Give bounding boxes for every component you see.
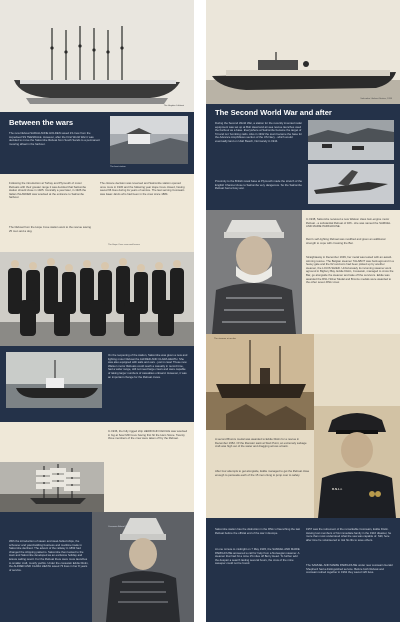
- end-of-war-section: [206, 518, 400, 622]
- rnli-label: R.N.L.I.: [332, 487, 343, 491]
- closure-paragraph: The lifeboat from the Hope Cove station went to the rescue saving 25 men and a dog.: [9, 225, 91, 233]
- alfred-clara-photo: [6, 352, 102, 408]
- following-paragraph: Following the introduction at Torbay and Plymouth of motor lifeboats with their greater range it was decided that Salcombe station should close in 1925. Ironically a year later, in 1926 the Italian ISLANDER was wrecked at the entrance to Salcombe harbour.: [9, 181, 87, 200]
- steel-section: [0, 512, 194, 622]
- steel-paragraph: With the introduction of steam and steel-hulled ships, the schooner and yawl-building business and maritime trade in Salcombe declined. The advent of the railway in 1893 had changed the shipping patterns. Salcombe then looked to the town and Salcombe developed as an exclusive holiday and leisure sailing resort. For the lifeboat there were more launches to smaller craft, mostly yachts. Under the coxswain Eddie Distin, the ALFRED AND CLARA HEATH saved 73 lives in her 8 years of service.: [9, 539, 89, 572]
- right-panel: [206, 0, 400, 622]
- closure-section: [0, 174, 194, 252]
- retirement-paragraph: 1957 saw the retirement of the remarkable Coxswain, Eddie Distin. Having lost members of his immediate family in the 1916 disaster, he more than most understood what the sea was capable of. Still, here after time he volunteered to risk his life to save others.: [306, 527, 392, 542]
- ww2-paragraph: During the Second World War, a station for the recently invented radar equipment was set up at Bolt Head and air-sea rescue launches used the harbour as a base. Everywhere at Salcombe became the target of 'hit and run' bombing raids. Also in 1942 the town became the base for the Advance Amphibious section of the US Navy - which would eventually land on Utah Beach, Normandy in 1944.: [215, 121, 303, 143]
- left-panel: [0, 0, 194, 622]
- bronze-paragraph: A second Bronze medal was awarded to Eddie Distin for a rescue in December 1952. Of the liberator sank at Start Point, an extremely salvage craft was high out of the water and dragging across a bank.: [215, 437, 307, 449]
- station-photo: [110, 116, 188, 164]
- intro-paragraph: The new lifeboat SARAH ANNE HOLDEN saved 23 crew from the torpedoed SS TEESDALE. However, after the First World War it was decided to move the Salcombe lifeboat from South Sands to a permanent mooring afloat in the harbour.: [9, 131, 100, 146]
- intro-section: [0, 112, 194, 174]
- longest-paragraph: Salcombe station has the distinction in the RNLI of launching the last lifeboat before the official end of the war in Europe.: [215, 527, 301, 535]
- talabot-paragraph: Straightaway in December 1939, her metal was tested with an award-winning rescue. The Belgian steamer TALABOT was hard-aground in a heavy gale and the 62 survivors had been picked up by another steamer, the LOUIS SHIED. Unfortunately its incoming steamer went aground in Bigbury Bay. Eddie Distin, Coxswain, managed to cross the Bar, go alongside the steamer and take off the survivors. Eddie was awarded the RNLI Silver Medal and Bronze medals were awarded to the other seven RNLI crew.: [306, 255, 394, 285]
- ww2-section: [206, 104, 400, 210]
- midnight-paragraph: At one minute to midnight on 7 May 1945, the SAMUEL AND MARIE PARKHOUSE answered a call for help from a Norwegian steamer. A steamer that had hit a mine 15 miles off Berry Head. To further add the despair a search lasting several hours, the crew of the mine sweeper could not be found.: [215, 547, 300, 566]
- herzogin-paragraph: In 1936, the fully rigged ship HERZOGIN CECILIE was wrecked in fog at Soar Mill Cove having first hit the Ham Stone. Twenty three members of the crew were taken off by the lifeboat.: [108, 429, 188, 441]
- bronze-section: [206, 334, 400, 518]
- coxswain-caption: Coxswain Edwin Distin: [108, 526, 131, 528]
- section-title-right: The Second World War and after: [215, 108, 332, 117]
- ambassador-paragraph: The SAMUEL AND MARIE PARKHOUSE under new coxswain Gerald Shepherd had a distinguished service. Before both lifeboat and coxswain retired together in 1962 they saved 126 lives.: [306, 563, 393, 575]
- plymouth-paragraph: Proximity to the British naval base at Plymouth made the stretch of the English Channel close to Salcombe very dangerous. So the Salcombe lifeboat had a busy war.: [215, 179, 303, 191]
- reopening-paragraph: On the reopening of the station, Salcombe was given a new and lighting motor lifeboat the ALFRED AND CLARA HEATH. She was also equipped with sails and oars - just in case! These new Watson motor lifeboats could reach a casualty in record time, had a wider range, still not need large crews and were capable of taking larger numbers of casualties onboard. However, it was an important change for the lifeboat crews.: [108, 353, 188, 379]
- section-title: Between the wars: [9, 118, 74, 127]
- safety-paragraph: Rein's self-righting lifeboat was modified and given an additional strength to cope with crossing the Bar.: [306, 237, 386, 245]
- aircraft-photo: [308, 164, 394, 204]
- lifeboat-caption: The Hayden Lifeboat: [163, 105, 184, 108]
- station-caption: The boat station: [110, 166, 126, 168]
- herzogin-section: [0, 422, 194, 512]
- steamer-caption: The steamer at anchor: [214, 338, 237, 340]
- reopening-section: [0, 346, 194, 422]
- crew-photo: [0, 244, 194, 346]
- station-1939-photo: [206, 0, 400, 104]
- after-paragraph: After four attempts to get alongside, Eddie managed to get the lifeboat close enough to persuade each of the 15 men clung to jump over to safety.: [215, 469, 310, 477]
- steamer-photo: [206, 334, 314, 430]
- lifeboat-photo: [0, 0, 194, 112]
- rnli-coxswain-photo: [314, 406, 400, 518]
- parkhouse-section: [206, 210, 400, 334]
- harbour-photo: [308, 120, 394, 160]
- closure-right-paragraph: The closure decision was reversed and Salcombe station opened once more in 1930 and the following year Hope Cove closed, having saved 66 lives during its years of service. The last serving Coxswain was Isaac Jarvis who had been in the crew since 1884.: [100, 181, 185, 196]
- 1938-paragraph: In 1938, Salcombe received a new Watson class twin-engine motor lifeboat - a substantial lifeboat of 46ft - she was named the SAMUEL AND MARIE PARKHOUSE.: [306, 217, 391, 229]
- distin-photo: [206, 210, 302, 334]
- sailing-ship-photo: [0, 462, 104, 512]
- crew-caption: The Hope Cove crew and horses: [108, 244, 140, 246]
- station-1939-caption: Salcombe Lifeboat Station, 1939: [360, 98, 392, 101]
